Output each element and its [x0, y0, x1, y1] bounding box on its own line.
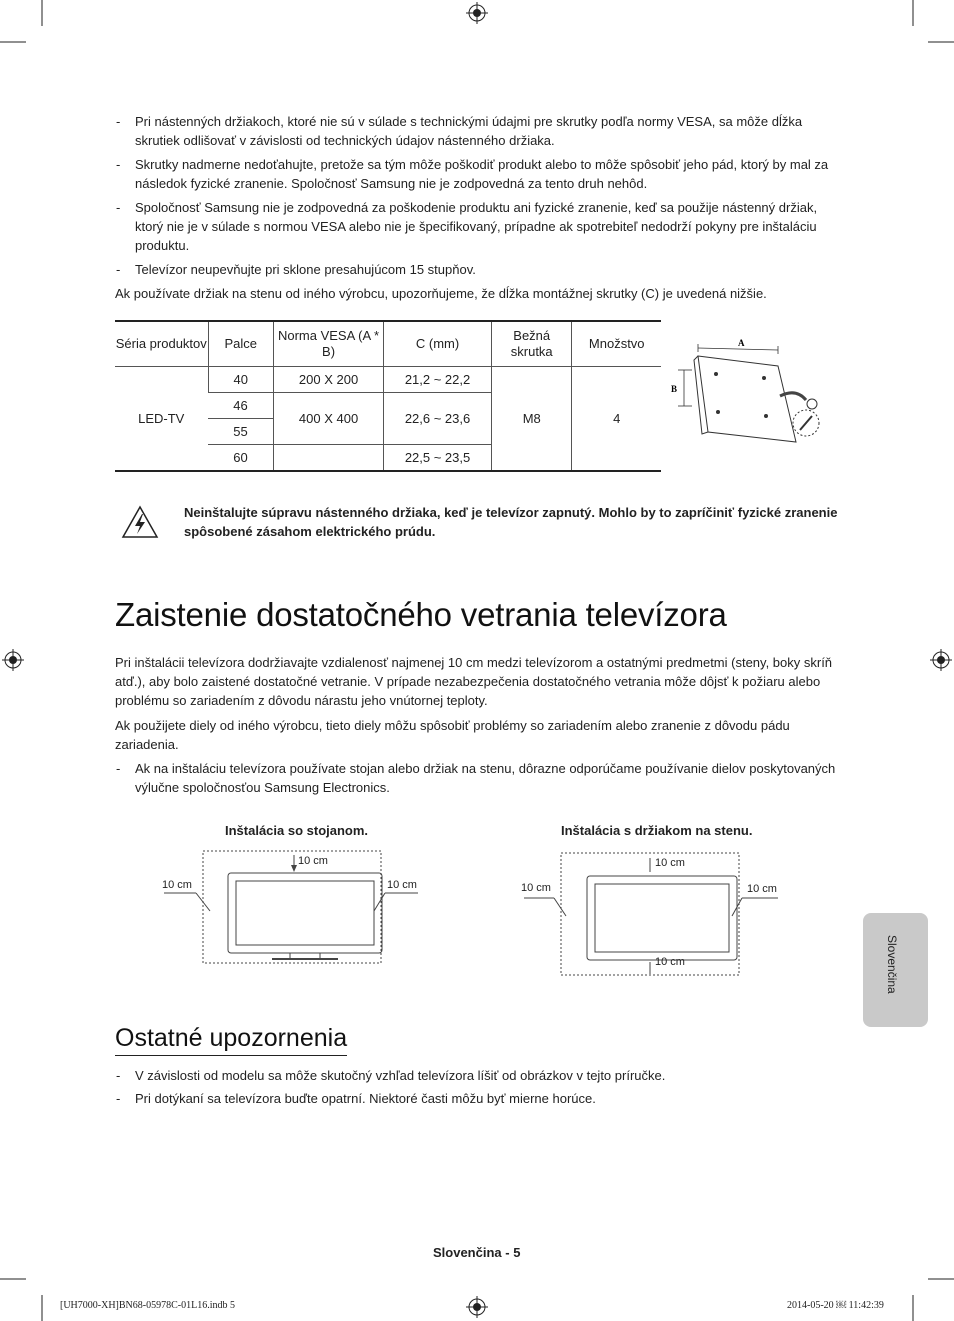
table-row	[115, 367, 661, 393]
bullet-hot-parts: - Pri dotýkaní sa televízora buďte opatrní. Niektoré časti môžu byť mierne horúce.	[116, 1091, 596, 1106]
header-quantity: Množstvo	[572, 321, 661, 367]
stand-distance-top: 10 cm	[298, 855, 328, 867]
cell-inches: 46	[208, 393, 274, 419]
bullet-appearance: - V závislosti od modelu sa môže skutočný vzhľad televízora líšiť od obrázkov v tejto príručke.	[116, 1068, 666, 1083]
registration-mark-right-icon	[930, 649, 952, 671]
header-inches: Palce	[208, 321, 274, 367]
wall-distance-top: 10 cm	[655, 857, 685, 869]
header-screw: Bežná skrutka	[491, 321, 571, 367]
bullet-tilt: - Televízor neupevňujte pri sklone presahujúcom 15 stupňov.	[116, 262, 476, 277]
registration-mark-top-icon	[466, 2, 488, 24]
section-title: Zaistenie dostatočného vetrania televízora	[115, 596, 727, 633]
header-vesa: Norma VESA (A * B)	[274, 321, 384, 367]
cell-c-mm: 21,2 ~ 22,2	[384, 367, 492, 393]
cell-vesa-blank	[274, 445, 384, 472]
wall-distance-bottom: 10 cm	[655, 956, 685, 968]
table-intro: Ak používate držiak na stenu od iného výrobcu, upozorňujeme, že dĺžka montážnej skrutky (C) je uvedená nižšie.	[115, 286, 767, 301]
cell-vesa: 400 X 400	[274, 393, 384, 445]
print-info-left: [UH7000-XH]BN68-05978C-01L16.indb 5	[60, 1300, 235, 1311]
screw-spec-table	[115, 320, 661, 472]
dimension-a-label: A	[738, 338, 745, 348]
electric-warning-icon	[121, 505, 159, 539]
registration-mark-left-icon	[2, 649, 24, 671]
stand-install-diagram	[160, 845, 430, 970]
cell-inches: 55	[208, 419, 274, 445]
wall-caption: Inštalácia s držiakom na stenu.	[561, 823, 753, 838]
stand-caption: Inštalácia so stojanom.	[225, 823, 369, 838]
stand-distance-left: 10 cm	[162, 879, 192, 891]
ventilation-paragraph-2: Ak použijete diely od iného výrobcu, tieto diely môžu spôsobiť problémy so zariadením alebo zranenie z dôvodu pádu zariadenia.	[115, 718, 790, 752]
bullet-liability: - Spoločnosť Samsung nie je zodpovedná za poškodenie produktu ani fyzické zranenie, keď sa použije nástenný držiak, ktorý nie je v súlade s normou VESA alebo nie je špecifikovaný, prípadne ak spotrebiteľ nedodrží pokyny pre inštaláciu produktu.	[116, 200, 818, 253]
bullet-samsung-parts: - Ak na inštaláciu televízora používate stojan alebo držiak na stenu, dôrazne odporúčame používanie dielov poskytovaných výlučne spoločnosťou Samsung Electronics.	[116, 761, 836, 795]
print-info-right: 2014-05-20 ￼ 11:42:39	[787, 1300, 884, 1311]
wall-mount-diagram	[668, 330, 840, 455]
section2-title: Ostatné upozornenia	[115, 1024, 347, 1056]
stand-distance-right: 10 cm	[387, 879, 417, 891]
bullet-vesa: - Pri nástenných držiakoch, ktoré nie sú v súlade s technickými údajmi pre skrutky podľa normy VESA, sa môže dĺžka skrutiek odlišovať v závislosti od technických údajov nástenného držiaka.	[116, 114, 803, 148]
cell-c-mm: 22,6 ~ 23,6	[384, 393, 492, 445]
cell-series: LED-TV	[115, 367, 208, 472]
registration-mark-bottom-icon	[466, 1296, 488, 1318]
cell-vesa: 200 X 200	[274, 367, 384, 393]
language-side-tab	[863, 913, 928, 1027]
wall-distance-right: 10 cm	[747, 883, 777, 895]
cell-quantity: 4	[572, 367, 661, 472]
page-number: Slovenčina - 5	[433, 1245, 521, 1260]
cell-screw: M8	[491, 367, 571, 472]
warning-text: Neinštalujte súpravu nástenného držiaka, keď je televízor zapnutý. Mohlo by to zapríčiniť fyzické zranenie spôsobené zásahom elektrického prúdu.	[184, 505, 838, 539]
header-series: Séria produktov	[115, 321, 208, 367]
header-c-mm: C (mm)	[384, 321, 492, 367]
bullet-tighten: - Skrutky nadmerne nedoťahujte, pretože sa tým môže poškodiť produkt alebo to môže spôsobiť jeho pád, ktorý by mal za následok fyzické zranenie. Spoločnosť Samsung nie je zodpovedná za tento druh nehôd.	[116, 157, 829, 191]
wall-distance-left: 10 cm	[521, 882, 551, 894]
cell-inches: 60	[208, 445, 274, 472]
cell-inches: 40	[208, 367, 274, 393]
language-side-tab-label: Slovenčina	[885, 935, 899, 994]
cell-c-mm: 22,5 ~ 23,5	[384, 445, 492, 472]
dimension-b-label: B	[671, 384, 678, 394]
ventilation-paragraph-1: Pri inštalácii televízora dodržiavajte vzdialenosť najmenej 10 cm medzi televízorom a ostatnými predmetmi (steny, boky skríň atď.), aby bolo zaistené dostatočné vetranie. V prípade nezabezpečenia dostatočného vetrania môže dôjsť k požiaru alebo problému so zariadením z dôvodu nárastu jeho vnútornej teploty.	[115, 655, 833, 708]
